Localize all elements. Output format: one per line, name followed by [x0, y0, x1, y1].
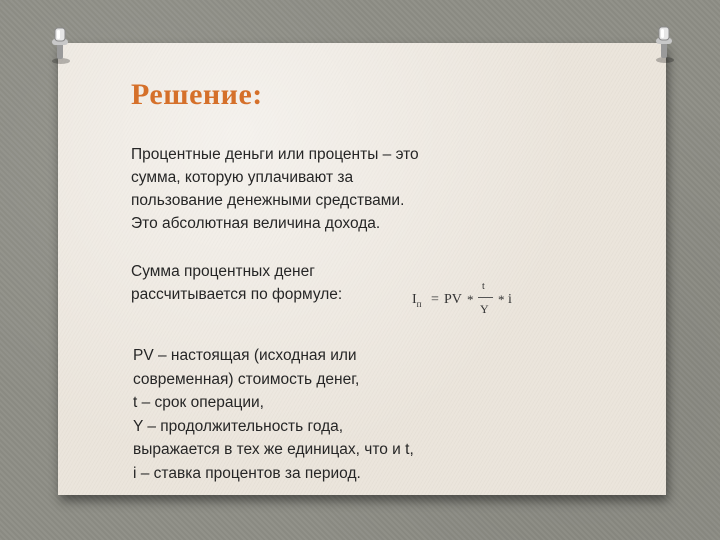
- formula-lhs-subscript: п: [416, 298, 422, 309]
- legend-line: выражается в тех же единицах, что и t,: [133, 441, 414, 458]
- pushpin-right-icon: [650, 24, 678, 64]
- pushpin-left-icon: [46, 25, 74, 65]
- formula-lhs: $I_п$: [412, 292, 422, 309]
- formula-intro-paragraph: [131, 260, 342, 306]
- formula-intro-line: Сумма процентных денег: [131, 263, 315, 280]
- definition-line: сумма, которую уплачивают за: [131, 169, 354, 186]
- legend-line: PV – настоящая (исходная или: [133, 347, 357, 364]
- legend-paragraph: [133, 344, 414, 485]
- definition-line: Это абсолютная величина дохода.: [131, 215, 381, 232]
- legend-line: t – срок операции,: [133, 394, 264, 411]
- formula-fraction-bar: [478, 297, 493, 298]
- legend-line: i – ставка процентов за период.: [133, 464, 361, 482]
- formula-pv: PV: [444, 292, 462, 307]
- formula-intro-line: рассчитывается по формуле:: [131, 286, 343, 303]
- formula-multiply: *: [467, 292, 474, 307]
- definition-line: Процентные деньги или проценты – это: [131, 146, 419, 163]
- definition-paragraph: [131, 143, 419, 235]
- formula-numerator: t: [482, 281, 485, 292]
- formula-equals: =: [431, 292, 439, 307]
- formula-rate: i: [508, 292, 512, 307]
- legend-line: Y – продолжительность года,: [133, 417, 344, 435]
- legend-line: современная) стоимость денег,: [133, 370, 360, 388]
- interest-formula: [412, 281, 512, 324]
- definition-line: пользование денежными средствами.: [131, 192, 405, 209]
- slide-title: Решение:: [131, 78, 263, 111]
- formula-multiply: *: [498, 292, 505, 307]
- formula-denominator: Y: [480, 302, 489, 316]
